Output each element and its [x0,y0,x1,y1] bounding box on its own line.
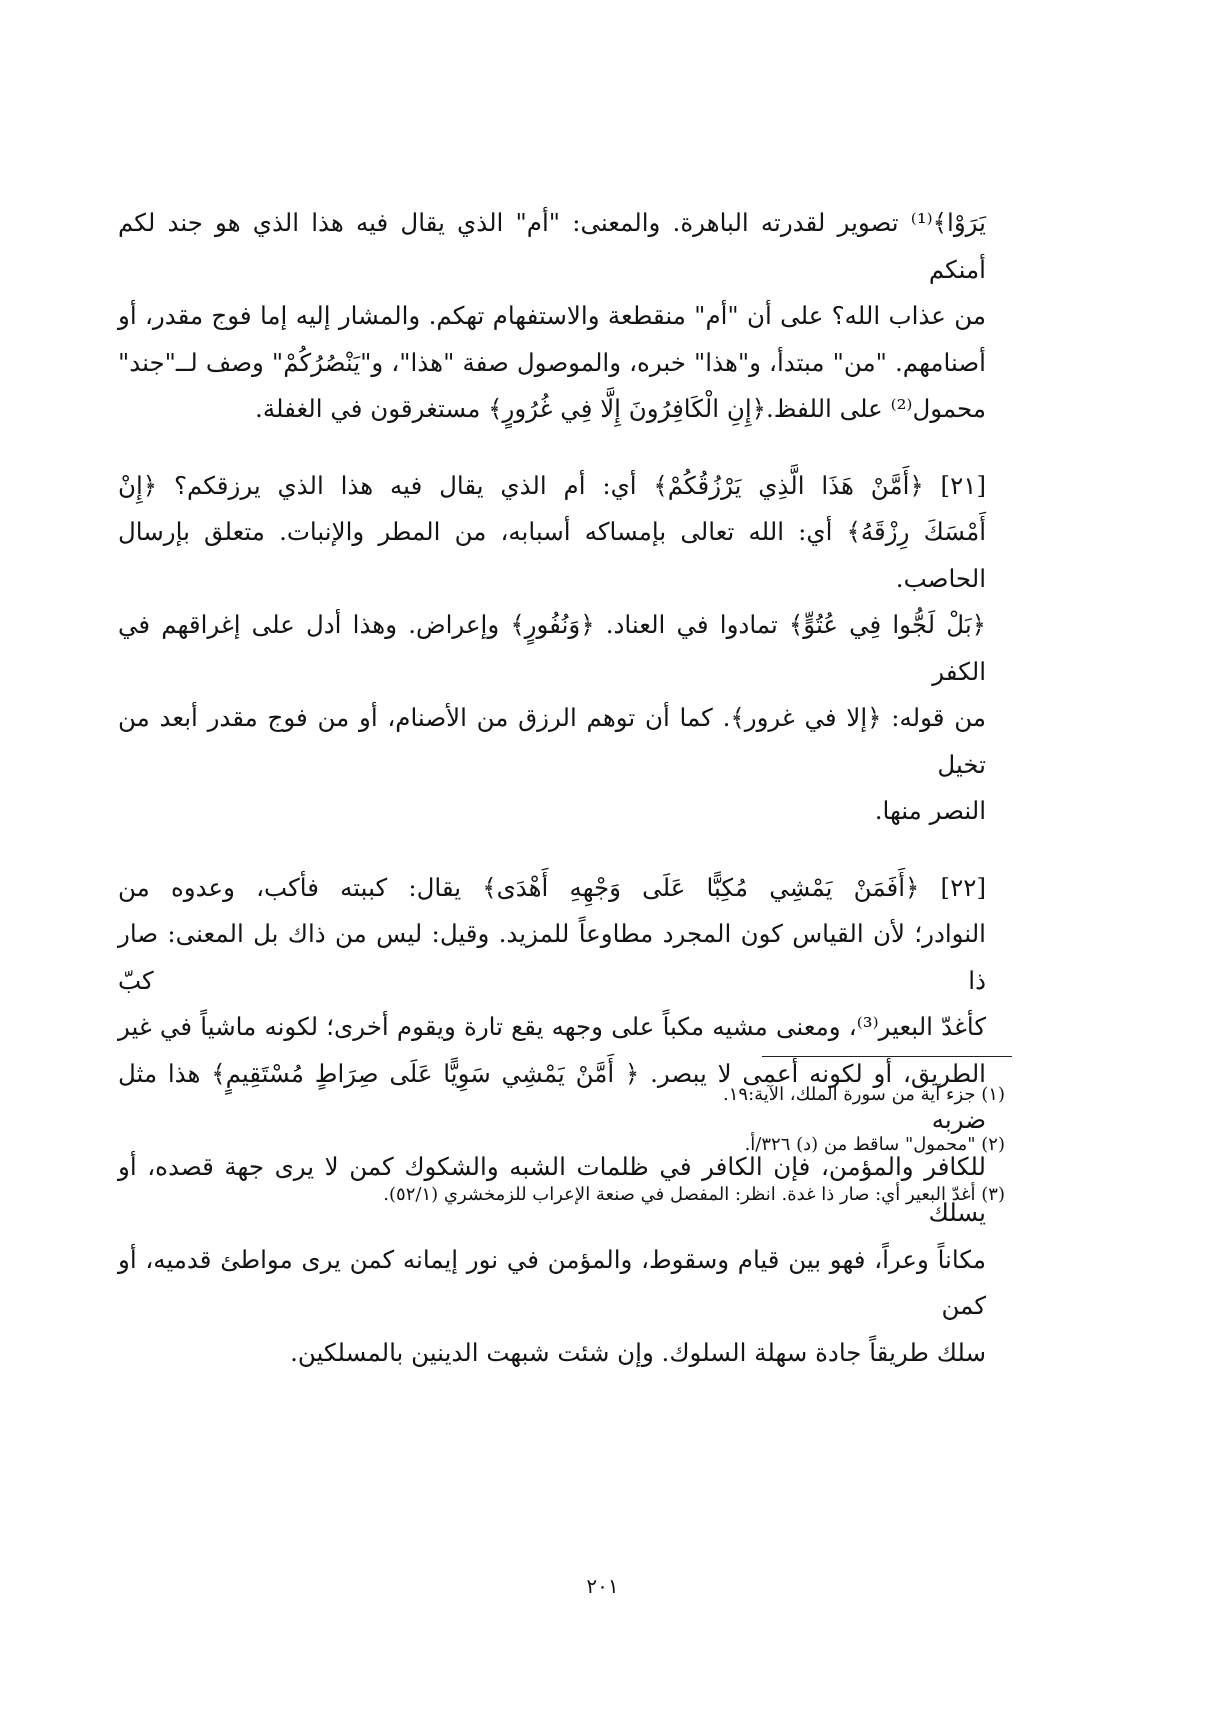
text-line: يَرَوْا﴾⁽¹⁾ تصوير لقدرته الباهرة. والمعنى: "أم" الذي يقال فيه هذا الذي هو جند لكم أمنكم [118,208,986,284]
text-line: النوادر؛ لأن القياس كون المجرد مطاوعاً للمزيد. وقيل: ليس من ذاك بل المعنى: صار ذا كبّ [118,919,986,995]
paragraph-1 [118,200,986,433]
text-line: للكافر والمؤمن، فإن الكافر في ظلمات الشبه والشكوك كمن لا يرى جهة قصده، أو يسلك [118,1151,986,1227]
text-line: من قوله: ﴿إلا في غرور﴾. كما أن توهم الرزق من الأصنام، أو من فوج مقدر أبعد من تخيل [118,703,986,779]
text-line: من عذاب الله؟ على أن "أم" منقطعة والاستفهام تهكم. والمشار إليه إما فوج مقدر، أو [118,301,986,330]
text-line: ﴿بَلْ لَجُّوا فِي عُتُوٍّ﴾ تمادوا في العناد. ﴿وَنُفُورٍ﴾ وإعراض. وهذا أدل على إغراقهم في الكفر [118,610,986,686]
page-number: ٢٠١ [586,1574,619,1598]
text-line: أَمْسَكَ رِزْقَهُ﴾ أي: الله تعالى بإمساكه أسبابه، من المطر والإنبات. متعلق بإرسال الحاصب. [118,517,986,593]
text-line: مكاناً وعراً، فهو بين قيام وسقوط، والمؤمن في نور إيمانه كمن يرى مواطئ قدميه، أو كمن [118,1244,986,1320]
footnote-2: (٢) "محمول" ساقط من (د) ٣٢٦/أ. [744,1134,1005,1155]
text-line: أصنامهم. "من" مبتدأ، و"هذا" خبره، والموصول صفة "هذا"، و"يَنْصُرُكُمْ" وصف لــ"جند" [118,347,986,377]
text-line: النصر منها. [874,796,986,825]
text-line: الطريق، أو لكونه أعمى لا يبصر. ﴿ أَمَّنْ يَمْشِي سَوِيًّا عَلَى صِرَاطٍ مُسْتَقِيمٍ﴾ هذا مثل ضربه [118,1058,986,1134]
footnote-separator [762,1056,1012,1057]
text-line: [٢٢] ﴿أَفَمَنْ يَمْشِي مُكِبًّا عَلَى وَجْهِهِ أَهْدَى﴾ يقال: كببته فأكب، وعدوه من [118,872,986,902]
text-line: [٢١] ﴿أَمَّنْ هَذَا الَّذِي يَرْزُقُكُمْ﴾ أي: أم الذي يقال فيه هذا الذي يرزقكم؟ ﴿إِنْ [118,470,986,500]
paragraph-verse-21 [118,463,986,835]
footnote-3: (٣) أغدّ البعير أي: صار ذا غدة. انظر: المفصل في صنعة الإعراب للزمخشري (٥٢/١). [383,1184,1005,1205]
text-line: كأغدّ البعير⁽³⁾، ومعنى مشيه مكباً على وجهه يقع تارة ويقوم أخرى؛ لكونه ماشياً في غير [118,1012,986,1041]
footnote-1: (١) جزء آية من سورة الملك، الآية:١٩. [723,1084,1005,1105]
text-line: سلك طريقاً جادة سهلة السلوك. وإن شئت شبهت الدينين بالمسلكين. [290,1337,986,1367]
footnotes-list [185,1076,1005,1226]
text-line: محمول⁽²⁾ على اللفظ.﴿إِنِ الْكَافِرُونَ إِلَّا فِي غُرُورٍ﴾ مستغرقون في الغفلة. [255,394,986,423]
